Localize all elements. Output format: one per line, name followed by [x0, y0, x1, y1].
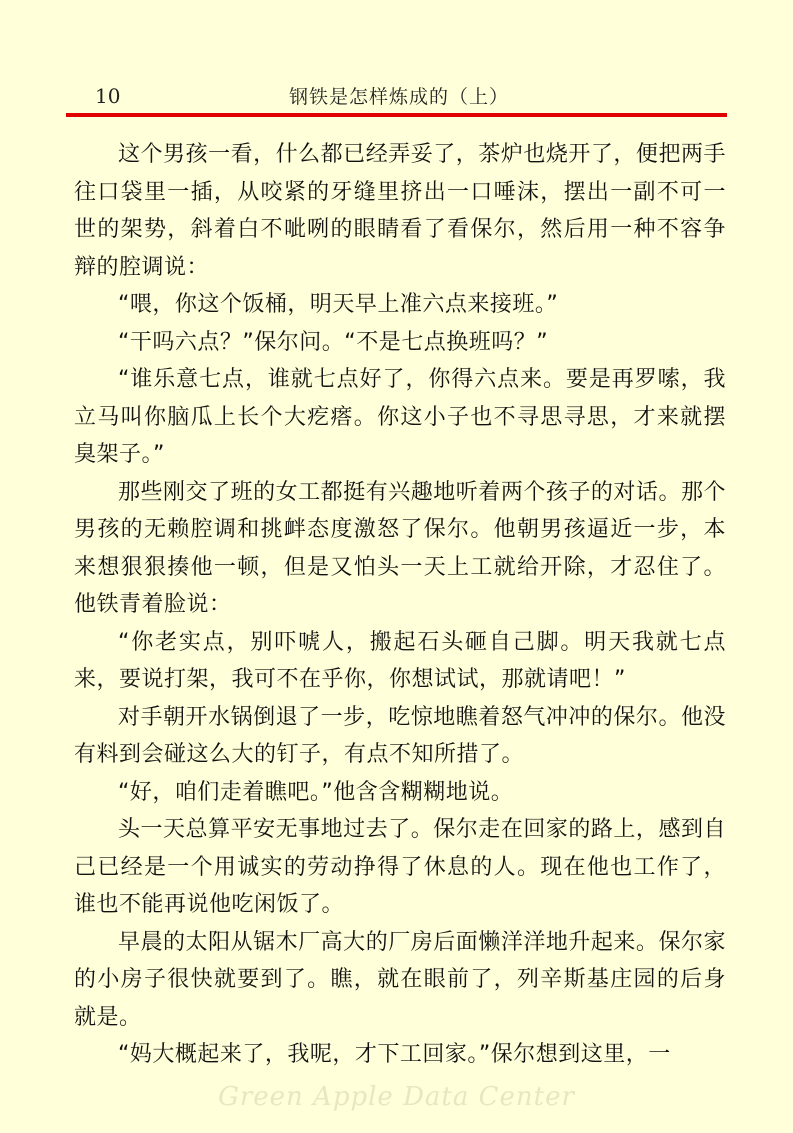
paragraph: “你老实点，别吓唬人，搬起石头砸自己脚。明天我就七点来，要说打架，我可不在乎你，你想试试，那就请吧！” — [74, 629, 726, 692]
paragraph: 对手朝开水锅倒退了一步，吃惊地瞧着怒气冲冲的保尔。他没有料到会碰这么大的钉子，有点不知所措了。 — [74, 704, 726, 767]
paragraph: “喂，你这个饭桶，明天早上准六点来接班。” — [118, 292, 559, 317]
book-title: 钢铁是怎样炼成的（上） — [289, 86, 510, 108]
page-number: 10 — [95, 84, 121, 108]
watermark: Green Apple Data Center — [218, 1082, 575, 1112]
paragraph: “干吗六点？”保尔问。“不是七点换班吗？” — [118, 329, 549, 355]
body-text — [74, 136, 726, 1074]
paragraph: 头一天总算平安无事地过去了。保尔走在回家的路上，感到自己已经是一个用诚实的劳动挣得了休息的人。现在他也工作了，谁也不能再说他吃闲饭了。 — [74, 817, 726, 917]
header-rule — [66, 113, 727, 117]
paragraph: 那些刚交了班的女工都挺有兴趣地听着两个孩子的对话。那个男孩的无赖腔调和挑衅态度激怒了保尔。他朝男孩逼近一步，本来想狠狠揍他一顿，但是又怕头一天上工就给开除，才忍住了。他铁青着脸说： — [74, 479, 726, 617]
paragraph: “妈大概起来了，我呢，才下工回家。”保尔想到这里，一 — [118, 1042, 671, 1067]
paragraph: 这个男孩一看，什么都已经弄妥了，茶炉也烧开了，便把两手往口袋里一插，从咬紧的牙缝里挤出一口唾沫，摆出一副不可一世的架势，斜着白不呲咧的眼睛看了看保尔，然后用一种不容争辩的腔调说： — [74, 142, 726, 280]
page-header — [0, 0, 793, 120]
paragraph: 早晨的太阳从锯木厂高大的厂房后面懒洋洋地升起来。保尔家的小房子很快就要到了。瞧，就在眼前了，列辛斯基庄园的后身就是。 — [74, 929, 726, 1030]
paragraph: “好，咱们走着瞧吧。”他含含糊糊地说。 — [118, 779, 514, 805]
paragraph: “谁乐意七点，谁就七点好了，你得六点来。要是再罗嗦，我立马叫你脑瓜上长个大疙瘩。你这小子也不寻思寻思，才来就摆臭架子。” — [74, 367, 726, 467]
